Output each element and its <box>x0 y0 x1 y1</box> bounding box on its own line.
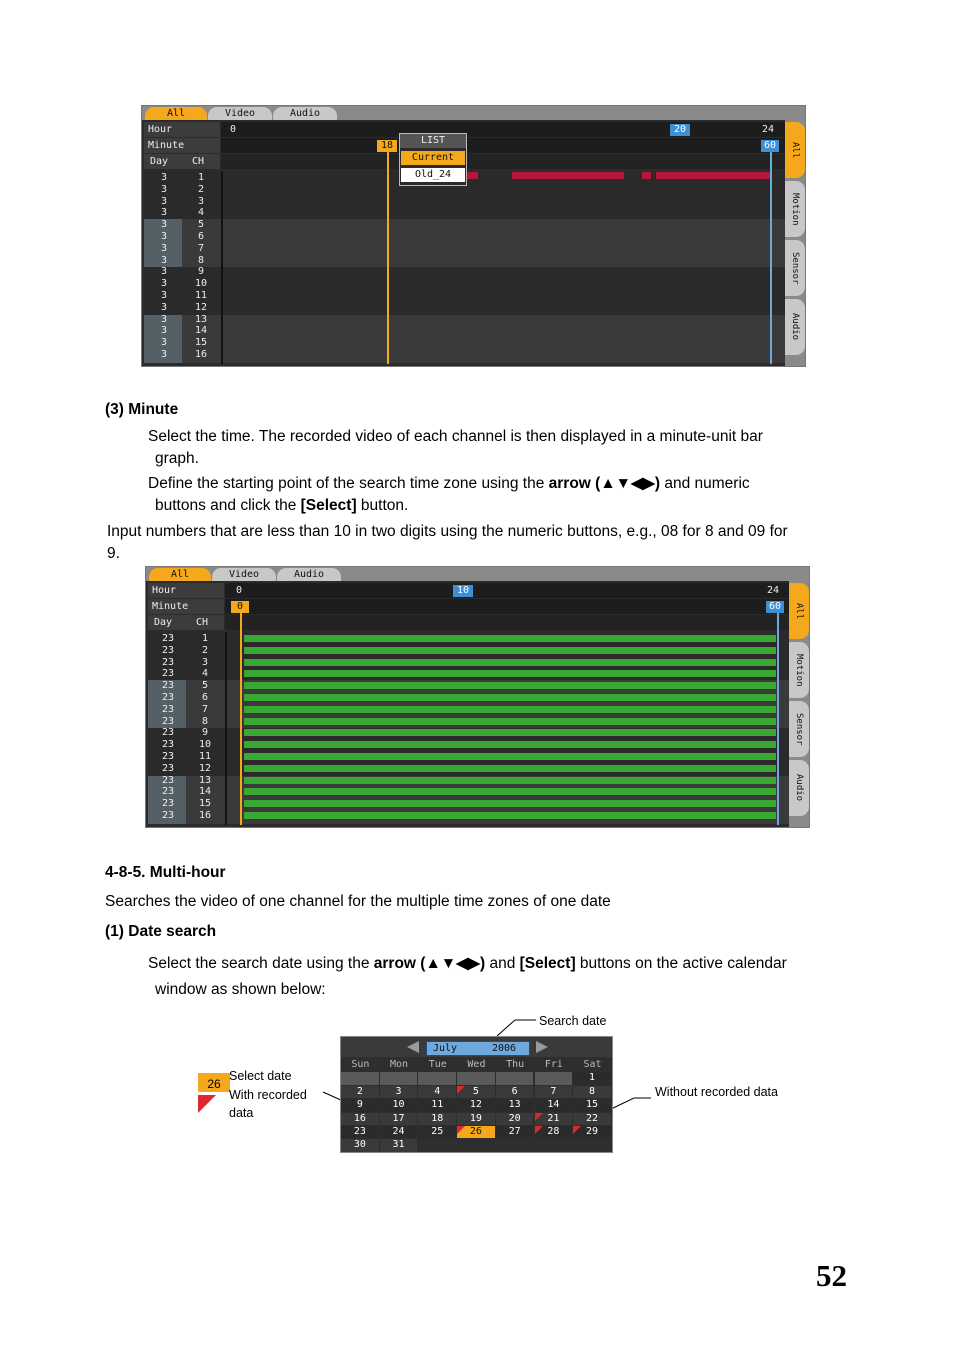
channel-cell: 3 <box>197 195 205 207</box>
day-cell: 23 <box>161 809 175 821</box>
select-button-text: [Select] <box>519 955 576 972</box>
calendar-window <box>340 1036 613 1153</box>
text-span: button. <box>356 497 409 514</box>
calendar-day-9[interactable]: 9 <box>341 1099 379 1111</box>
date-search-heading: (1) Date search <box>105 923 217 940</box>
multihour-heading: 4-8-5. Multi-hour <box>105 864 226 881</box>
calendar-day-19[interactable]: 19 <box>457 1113 495 1125</box>
empty-day-cell <box>573 1139 611 1151</box>
day-cell: 3 <box>160 289 168 301</box>
tab-audio[interactable]: Audio <box>273 107 337 120</box>
weekday-header: Wed <box>467 1059 486 1070</box>
minute-line3b: 9. <box>107 545 120 562</box>
legend-selected-swatch: 26 <box>198 1073 230 1092</box>
channel-cell: 9 <box>197 266 205 278</box>
calendar-day-31[interactable]: 31 <box>380 1139 418 1151</box>
arrow-keys-text: arrow (▲▼◀▶) <box>548 475 661 492</box>
day-cell: 3 <box>160 313 168 325</box>
calendar-day-28[interactable]: 28 <box>535 1126 573 1138</box>
calendar-day-30[interactable]: 30 <box>341 1139 379 1151</box>
empty-day-cell <box>341 1072 379 1084</box>
side-tab-sensor[interactable]: Sensor <box>785 240 805 296</box>
channel-cell: 8 <box>197 254 205 266</box>
calendar-day-24[interactable]: 24 <box>380 1126 418 1138</box>
day-cell: 23 <box>161 715 175 727</box>
minute-label: Minute <box>144 138 220 153</box>
day-cell: 23 <box>161 750 175 762</box>
minute-line3: Input numbers that are less than 10 in two digits using the numeric buttons, e.g., 08 for 8 and 09 for <box>107 523 788 540</box>
minute-line1: Select the time. The recorded video of each channel is then displayed in a minute-unit bar <box>148 428 763 445</box>
day-cell: 3 <box>160 183 168 195</box>
calendar-day-3[interactable]: 3 <box>380 1086 418 1098</box>
channel-cell: 14 <box>194 325 208 337</box>
calendar-grid <box>341 1059 612 1151</box>
day-cell: 23 <box>161 786 175 798</box>
calendar-day-20[interactable]: 20 <box>496 1113 534 1125</box>
channel-cell: 7 <box>201 703 209 715</box>
minute-heading: (3) Minute <box>105 401 179 418</box>
calendar-day-22[interactable]: 22 <box>573 1113 611 1125</box>
calendar-day-18[interactable]: 18 <box>418 1113 456 1125</box>
empty-day-cell <box>418 1139 456 1151</box>
tab-audio[interactable]: Audio <box>277 568 341 581</box>
calendar-day-2[interactable]: 2 <box>341 1086 379 1098</box>
day-cell: 3 <box>160 254 168 266</box>
weekday-header: Sat <box>583 1059 602 1070</box>
day-cell: 3 <box>160 242 168 254</box>
empty-day-cell <box>535 1139 573 1151</box>
arrow-keys-text: arrow (▲▼◀▶) <box>373 955 486 972</box>
channel-cell: 2 <box>197 183 205 195</box>
hour-label: Hour <box>144 122 220 137</box>
empty-day-cell <box>496 1072 534 1084</box>
month-value: July <box>433 1043 458 1054</box>
side-tab-motion[interactable]: Motion <box>789 642 809 698</box>
day-cell: 3 <box>160 337 168 349</box>
minute-line1b: graph. <box>155 450 199 467</box>
minute-label: Minute <box>148 599 224 614</box>
multihour-desc: Searches the video of one channel for the multiple time zones of one date <box>105 893 611 910</box>
day-cell: 23 <box>161 798 175 810</box>
day-cell: 23 <box>161 633 175 644</box>
calendar-day-26[interactable]: 26 <box>457 1126 495 1138</box>
day-cell: 23 <box>161 691 175 703</box>
day-cell: 3 <box>160 172 168 183</box>
channel-cell: 13 <box>194 313 208 325</box>
text-span: and <box>485 955 520 972</box>
side-tab-audio[interactable]: Audio <box>785 299 805 355</box>
minute-end-badge: 60 <box>761 140 779 152</box>
next-month-arrow-icon[interactable] <box>536 1041 548 1053</box>
hour-start: 0 <box>230 124 237 135</box>
calendar-day-13[interactable]: 13 <box>496 1099 534 1111</box>
side-tab-audio[interactable]: Audio <box>789 760 809 816</box>
empty-day-cell <box>418 1072 456 1084</box>
day-cell: 23 <box>161 762 175 774</box>
list-item-old[interactable]: Old_24 <box>401 168 465 182</box>
empty-day-cell <box>496 1139 534 1151</box>
ch-header: CH <box>192 156 205 167</box>
channel-cell: 4 <box>201 668 209 680</box>
calendar-day-12[interactable]: 12 <box>457 1099 495 1111</box>
weekday-header: Mon <box>390 1059 409 1070</box>
year-value: 2006 <box>492 1043 517 1054</box>
search-date-callout <box>497 1020 536 1036</box>
channel-cell: 5 <box>197 219 205 231</box>
empty-day-cell <box>457 1072 495 1084</box>
channel-cell: 1 <box>201 633 209 644</box>
weekday-header: Sun <box>351 1059 370 1070</box>
calendar-day-21[interactable]: 21 <box>535 1113 573 1125</box>
channel-cell: 15 <box>194 337 208 349</box>
day-cell: 23 <box>161 656 175 668</box>
calendar-day-27[interactable]: 27 <box>496 1126 534 1138</box>
date-search-line1b: window as shown below: <box>155 981 326 998</box>
day-header: Day <box>150 156 169 167</box>
calendar-day-11[interactable]: 11 <box>418 1099 456 1111</box>
channel-cell: 6 <box>201 691 209 703</box>
channel-cell: 9 <box>201 727 209 739</box>
empty-day-cell <box>380 1072 418 1084</box>
channel-cell: 1 <box>197 172 205 183</box>
calendar-day-29[interactable]: 29 <box>573 1126 611 1138</box>
day-cell: 23 <box>161 739 175 751</box>
day-cell: 3 <box>160 348 168 360</box>
list-item-current[interactable]: Current <box>401 151 465 165</box>
weekday-header: Fri <box>544 1059 563 1070</box>
day-cell: 3 <box>160 207 168 219</box>
day-cell: 3 <box>160 278 168 290</box>
tab-video[interactable]: Video <box>208 107 272 120</box>
day-cell: 23 <box>161 774 175 786</box>
text-span: buttons and click the <box>155 497 301 514</box>
day-cell: 23 <box>161 668 175 680</box>
legend-select-date: Select date <box>229 1069 292 1083</box>
calendar-day-7[interactable]: 7 <box>535 1086 573 1098</box>
day-cell: 3 <box>160 230 168 242</box>
page-number: 52 <box>816 1258 847 1293</box>
channel-cell: 8 <box>201 715 209 727</box>
day-cell: 3 <box>160 219 168 231</box>
side-tab-all[interactable]: All <box>789 583 809 639</box>
legend-data: data <box>229 1106 254 1120</box>
recorded-data-flag <box>535 1113 543 1121</box>
side-tab-all[interactable]: All <box>785 122 805 178</box>
weekday-header: Thu <box>506 1059 525 1070</box>
text-span: and numeric <box>660 475 750 492</box>
side-tab-motion[interactable]: Motion <box>785 181 805 237</box>
without-data-label: Without recorded data <box>655 1085 778 1099</box>
channel-cell: 2 <box>201 644 209 656</box>
minute-current-badge: 18 <box>377 140 397 152</box>
calendar-day-1[interactable]: 1 <box>573 1072 611 1084</box>
side-tab-sensor[interactable]: Sensor <box>789 701 809 757</box>
channel-cell: 3 <box>201 656 209 668</box>
legend-recorded-flag <box>198 1095 216 1113</box>
recorded-data-flag <box>535 1126 543 1134</box>
channel-cell: 11 <box>194 289 208 301</box>
tab-video[interactable]: Video <box>212 568 276 581</box>
day-cell: 3 <box>160 325 168 337</box>
calendar-day-23[interactable]: 23 <box>341 1126 379 1138</box>
channel-cell: 10 <box>198 739 212 751</box>
hour-current-badge: 10 <box>453 585 473 597</box>
hour-current-badge: 20 <box>670 124 690 136</box>
text-span: Define the starting point of the search time zone using the <box>148 475 549 492</box>
calendar-day-25[interactable]: 25 <box>418 1126 456 1138</box>
channel-cell: 15 <box>198 798 212 810</box>
select-button-text: [Select] <box>300 497 357 514</box>
empty-day-cell <box>535 1072 573 1084</box>
hour-start: 0 <box>236 585 243 596</box>
search-date-label: Search date <box>539 1014 607 1028</box>
channel-cell: 7 <box>197 242 205 254</box>
ch-header: CH <box>196 617 209 628</box>
text-span: buttons on the active calendar <box>575 955 787 972</box>
tab-all[interactable]: All <box>145 107 207 120</box>
day-cell: 3 <box>160 195 168 207</box>
channel-cell: 10 <box>194 278 208 290</box>
channel-cell: 12 <box>194 301 208 313</box>
hour-end: 24 <box>762 124 775 135</box>
day-cell: 3 <box>160 266 168 278</box>
hour-label: Hour <box>148 583 224 598</box>
calendar-day-17[interactable]: 17 <box>380 1113 418 1125</box>
month-year-field[interactable] <box>426 1041 530 1056</box>
calendar-day-10[interactable]: 10 <box>380 1099 418 1111</box>
minute-current-badge: 0 <box>231 601 249 613</box>
calendar-day-4[interactable]: 4 <box>418 1086 456 1098</box>
recorded-data-flag <box>457 1126 465 1134</box>
empty-day-cell <box>457 1139 495 1151</box>
channel-cell: 13 <box>198 774 212 786</box>
channel-cell: 4 <box>197 207 205 219</box>
day-cell: 23 <box>161 727 175 739</box>
channel-cell: 12 <box>198 762 212 774</box>
channel-cell: 16 <box>194 348 208 360</box>
hour-end: 24 <box>767 585 780 596</box>
channel-cell: 5 <box>201 680 209 692</box>
recorded-data-flag <box>457 1086 465 1094</box>
channel-cell: 14 <box>198 786 212 798</box>
without-data-callout <box>611 1098 651 1109</box>
legend-with-recorded: With recorded <box>229 1088 307 1102</box>
day-cell: 3 <box>160 301 168 313</box>
day-cell: 23 <box>161 703 175 715</box>
calendar-day-15[interactable]: 15 <box>573 1099 611 1111</box>
day-cell: 23 <box>161 680 175 692</box>
channel-cell: 6 <box>197 230 205 242</box>
weekday-header: Tue <box>428 1059 447 1070</box>
tab-all[interactable]: All <box>149 568 211 581</box>
recorded-data-flag <box>573 1126 581 1134</box>
channel-cell: 16 <box>198 809 212 821</box>
day-header: Day <box>154 617 173 628</box>
calendar-day-5[interactable]: 5 <box>457 1086 495 1098</box>
day-cell: 23 <box>161 644 175 656</box>
minute-end-badge: 60 <box>766 601 784 613</box>
calendar-day-16[interactable]: 16 <box>341 1113 379 1125</box>
calendar-day-14[interactable]: 14 <box>535 1099 573 1111</box>
list-title: LIST <box>400 134 466 148</box>
calendar-day-6[interactable]: 6 <box>496 1086 534 1098</box>
channel-cell: 11 <box>198 750 212 762</box>
calendar-day-8[interactable]: 8 <box>573 1086 611 1098</box>
prev-month-arrow-icon[interactable] <box>407 1041 419 1053</box>
text-span: Select the search date using the <box>148 955 374 972</box>
